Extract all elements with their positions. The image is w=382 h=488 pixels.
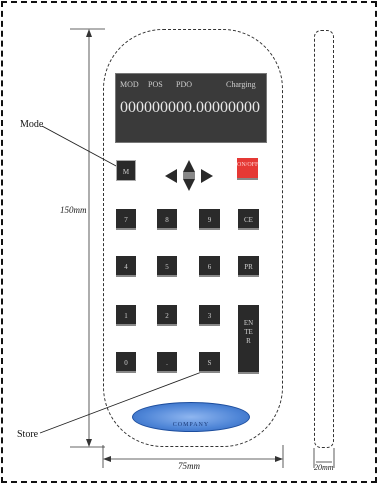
key-2[interactable] xyxy=(157,305,177,326)
key-pr[interactable] xyxy=(238,256,259,277)
key-label: CE xyxy=(244,216,253,224)
display-value: 000000000.00000000 xyxy=(120,99,260,116)
key-9[interactable] xyxy=(199,209,220,230)
status-pos: POS xyxy=(148,80,163,89)
callout-mode: Mode xyxy=(20,119,44,130)
device-side-outline xyxy=(314,30,334,448)
brand-badge xyxy=(132,402,250,432)
power-key[interactable] xyxy=(237,158,258,180)
key-4[interactable] xyxy=(116,256,136,277)
key-label: 3 xyxy=(207,312,212,320)
key-1[interactable] xyxy=(116,305,136,326)
enter-key[interactable]: ENTER xyxy=(238,305,259,374)
key-label: 6 xyxy=(207,263,212,271)
status-charging: Charging xyxy=(226,80,256,89)
key-label: 7 xyxy=(124,216,128,224)
mode-key[interactable] xyxy=(116,160,136,181)
width-dimension-label: 75mm xyxy=(178,461,200,471)
key-label: . xyxy=(166,359,168,367)
key-3[interactable] xyxy=(199,305,220,326)
mode-key-label: M xyxy=(122,168,130,176)
height-dimension-label: 150mm xyxy=(60,205,87,215)
power-key-label: ON/OFF xyxy=(237,162,259,168)
key-6[interactable] xyxy=(199,256,220,277)
callout-store: Store xyxy=(17,429,39,440)
display-status-bar xyxy=(118,80,264,90)
key-label: PR xyxy=(244,263,253,271)
depth-dimension-label: 20mm xyxy=(314,463,334,472)
status-pdo: PDO xyxy=(176,80,193,89)
key-label: 8 xyxy=(165,216,169,224)
key-7[interactable] xyxy=(116,209,136,230)
store-key[interactable] xyxy=(199,352,220,373)
key-label: 4 xyxy=(124,263,128,271)
key-label: 5 xyxy=(165,263,169,271)
key-5[interactable] xyxy=(157,256,177,277)
key-0[interactable] xyxy=(116,352,136,373)
brand-label: COMPANY xyxy=(172,422,210,428)
key-label: S xyxy=(207,359,212,367)
key-label: 1 xyxy=(124,312,128,320)
key-label: 9 xyxy=(207,216,212,224)
key-ce[interactable] xyxy=(238,209,259,230)
key-label: 0 xyxy=(124,359,128,367)
key-label: 2 xyxy=(165,312,169,320)
lcd-display xyxy=(115,73,267,143)
key-dot[interactable] xyxy=(157,352,177,373)
key-8[interactable] xyxy=(157,209,177,230)
status-mod: MOD xyxy=(120,80,139,89)
